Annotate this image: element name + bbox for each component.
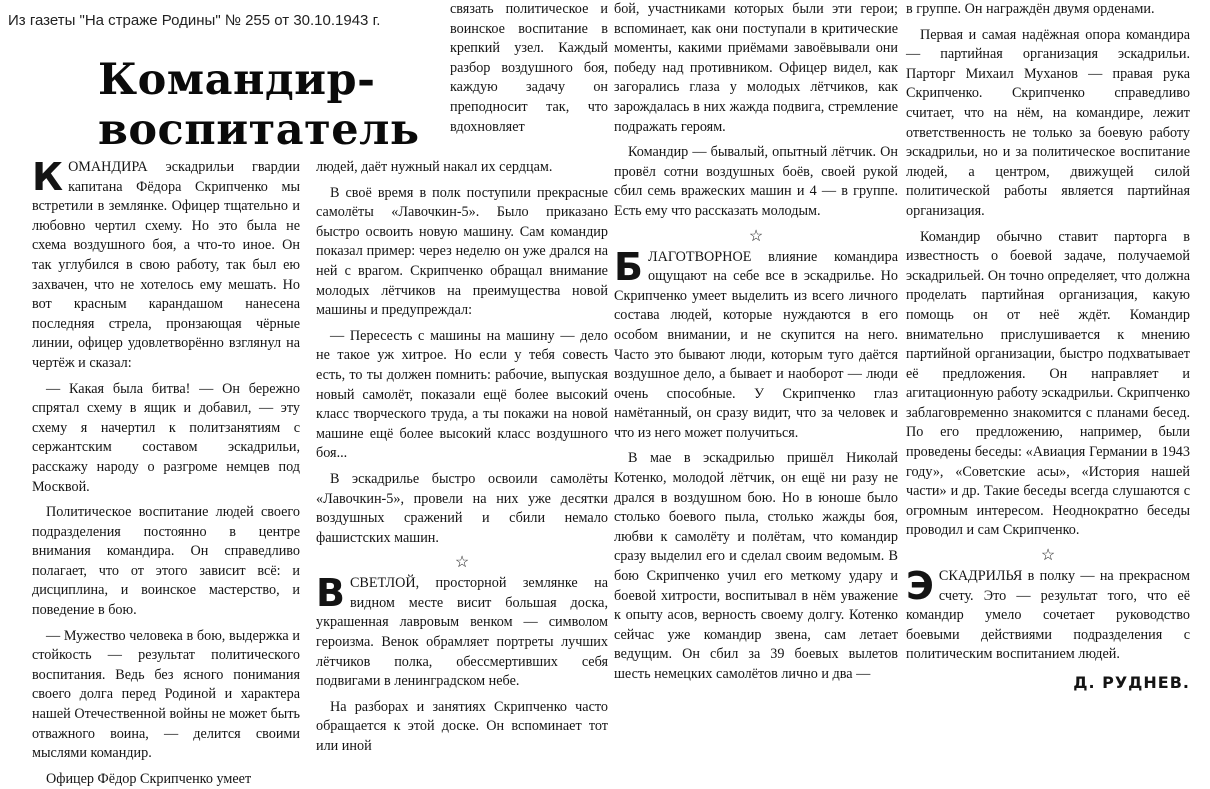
paragraph: Первая и самая надёжная опора командира — партийная организация эскадрильи. Парторг Михаил Муханов — правая рука Скрипченко. Скрипченко справедливо считает, что на нём, на командире, лежит ответственность не только за боевую работу эскадрильи, но и за политическое воспитание людей, а центром, движущей силой политической работы является партийная организация. [906,26,1190,219]
paragraph: В своё время в полк поступили прекрасные самолёты «Лавочкин-5». Было приказано быстро освоить новую машину. Сам командир показал пример: через неделю он уже дрался на ней с врагом. Скрипченко обращал внимание молодых лётчиков на преимущества новой машины и предупреждал: [316,184,608,319]
column-1 [32,155,300,787]
paragraph: На разборах и занятиях Скрипченко часто обращается к этой доске. Он вспоминает тот или иной [316,698,608,755]
article-title [98,55,420,155]
title-line-1: Командир- [98,55,376,105]
paragraph: ВСВЕТЛОЙ, просторной землянке на видном месте висит большая доска, украшенная лавровым венком — символом героизма. Венок обрамляет портреты лучших лётчиков полка, обессмертивших себя подвигами в ленинградском небе. [316,571,608,690]
star-icon: ☆ [748,227,764,245]
column-3 [614,0,898,770]
drop-cap: К [32,155,64,199]
paragraph: БЛАГОТВОРНОЕ влияние командира ощущают на себе все в эскадрилье. Но Скрипченко умеет выделить из всего личного состава людей, которые нуждаются в его особом внимании, и не скупится на него. Часто это бывают люди, которым туго даётся воздушное дело, а бывает и наоборот — люди очень способные. У Скрипченко глаз намётанный, он сразу видит, что за человек и что из него может получиться. [614,244,898,441]
paragraph: Командир обычно ставит парторга в известность о боевой задаче, получаемой эскадрильей. Он точно определяет, что должна проделать партийная организация, какую помощь он от неё ждёт. Командир внимательно прислушивается к мнению партийной организации, быстро подхватывает её предложения. Он направляет и агитационную работу эскадрильи. Скрипченко заблаговременно знакомится с планами бесед. По его предложению, например, были проведены беседы: «Авиация Германии в 1943 году», «Советские асы», «История нашей части» и др. Такие беседы всегда слушаются с огромным интересом. Неоднократно беседы проводил и сам Скрипченко. [906,228,1190,539]
author-signature: Д. РУДНЕВ. [1073,673,1190,692]
paragraph: Политическое воспитание людей своего подразделения постоянно в центре внимания командира. Он справедливо полагает, что от этого зависит всё: и дисциплина, и воинское мастерство, и поведение в бою. [32,504,300,619]
drop-cap: Э [906,564,934,609]
paragraph: бой, участниками которых были эти герои; вспоминает, как они поступали в критические моменты, какими приёмами завоёвывали они победу над противником. Офицер видел, как загорались глаза у молодых лётчиков, как зарождалась в них жажда подвига, стремление подражать героям. [614,1,898,135]
paragraph: — Мужество человека в бою, выдержка и стойкость — результат политического воспитания. Ведь без ясного понимания своего долга перед Родиной и характера нашей Отечественной войны не может быть отважного воина, — делится своими мыслями командир. [32,627,300,762]
paragraph: В мае в эскадрилью пришёл Николай Котенко, молодой лётчик, он ещё ни разу не дрался в воздушном бою. Но в юноше было столько боевого пыла, столько жажды боя, любви к самолёту и полётам, что командир сразу выделил его и сделал своим ведомым. В бою Скрипченко учил его меткому удару и боевой хитрости, воспитывал в нём уважение к опыту асов, верность своему долгу. Котенко сейчас уже командир звена, сам летает ведущим. Он сбил за 39 боевых вылетов шесть немецких самолётов лично и два — [614,450,898,682]
paragraph: ЭСКАДРИЛЬЯ в полку — на прекрасном счету. Это — результат того, что её командир умело сочетает руководство боевыми действиями подразделения с политическим воспитанием людей. [906,564,1190,663]
drop-cap: Б [614,244,643,289]
drop-cap: В [316,571,345,616]
source-caption: Из газеты "На страже Родины" № 255 от 30.10.1943 г. [8,12,381,29]
star-icon: ☆ [454,554,470,572]
paragraph: Офицер Фёдор Скрипченко умеет [46,770,252,787]
paragraph: в группе. Он награждён двумя орденами. [906,1,1155,17]
paragraph: Командир — бывалый, опытный лётчик. Он провёл сотни воздушных боёв, своей рукой сбил семь вражеских машин и 4 — в группе. Есть ему что рассказать молодым. [614,144,898,219]
star-icon: ☆ [1040,547,1056,565]
paragraph: В эскадрилье быстро освоили самолёты «Лавочкин-5», провели на них уже десятки воздушных сражений и сбили немало фашистских машин. [316,470,608,546]
column-2-top [450,0,608,158]
title-line-2: воспитатель [98,105,420,155]
paragraph: людей, даёт нужный накал их сердцам. [316,159,553,175]
paragraph: КОМАНДИРА эскадрильи гвардии капитана Фёдора Скрипченко мы встретили в землянке. Офицер тщательно и любовно чертил схему. Но это была не схема воздушного боя, а что-то иное. Он так углубился в свою работу, так был ею захвачен, что не хотелось ему мешать. Но вот красным карандашом нанесена последняя стрела, пронзающая чёрные линии, офицер удовлетворённо взглянул на чертёж и сказал: [32,155,300,371]
paragraph: — Какая была битва! — Он бережно спрятал схему в ящик и добавил, — эту схему я начертил к политзанятиям с сержантским составом эскадрильи, расскажу народу о разгроме немцев под Москвой. [32,380,300,495]
column-2 [316,158,608,770]
paragraph: связать политическое и воинское воспитание в крепкий узел. Каждый разбор воздушного боя, каждую задачу он преподносит так, что вдохновляет [450,1,608,135]
column-4 [906,0,1190,770]
paragraph: — Пересесть с машины на машину — дело не такое уж хитрое. Но если у тебя совесть есть, то ты должен помнить: рабочие, выпуская новый самолёт, показали ещё более высокий класс творческого труда, а ты покажи на новой машине ещё более высокий класс воздушного боя... [316,327,608,462]
